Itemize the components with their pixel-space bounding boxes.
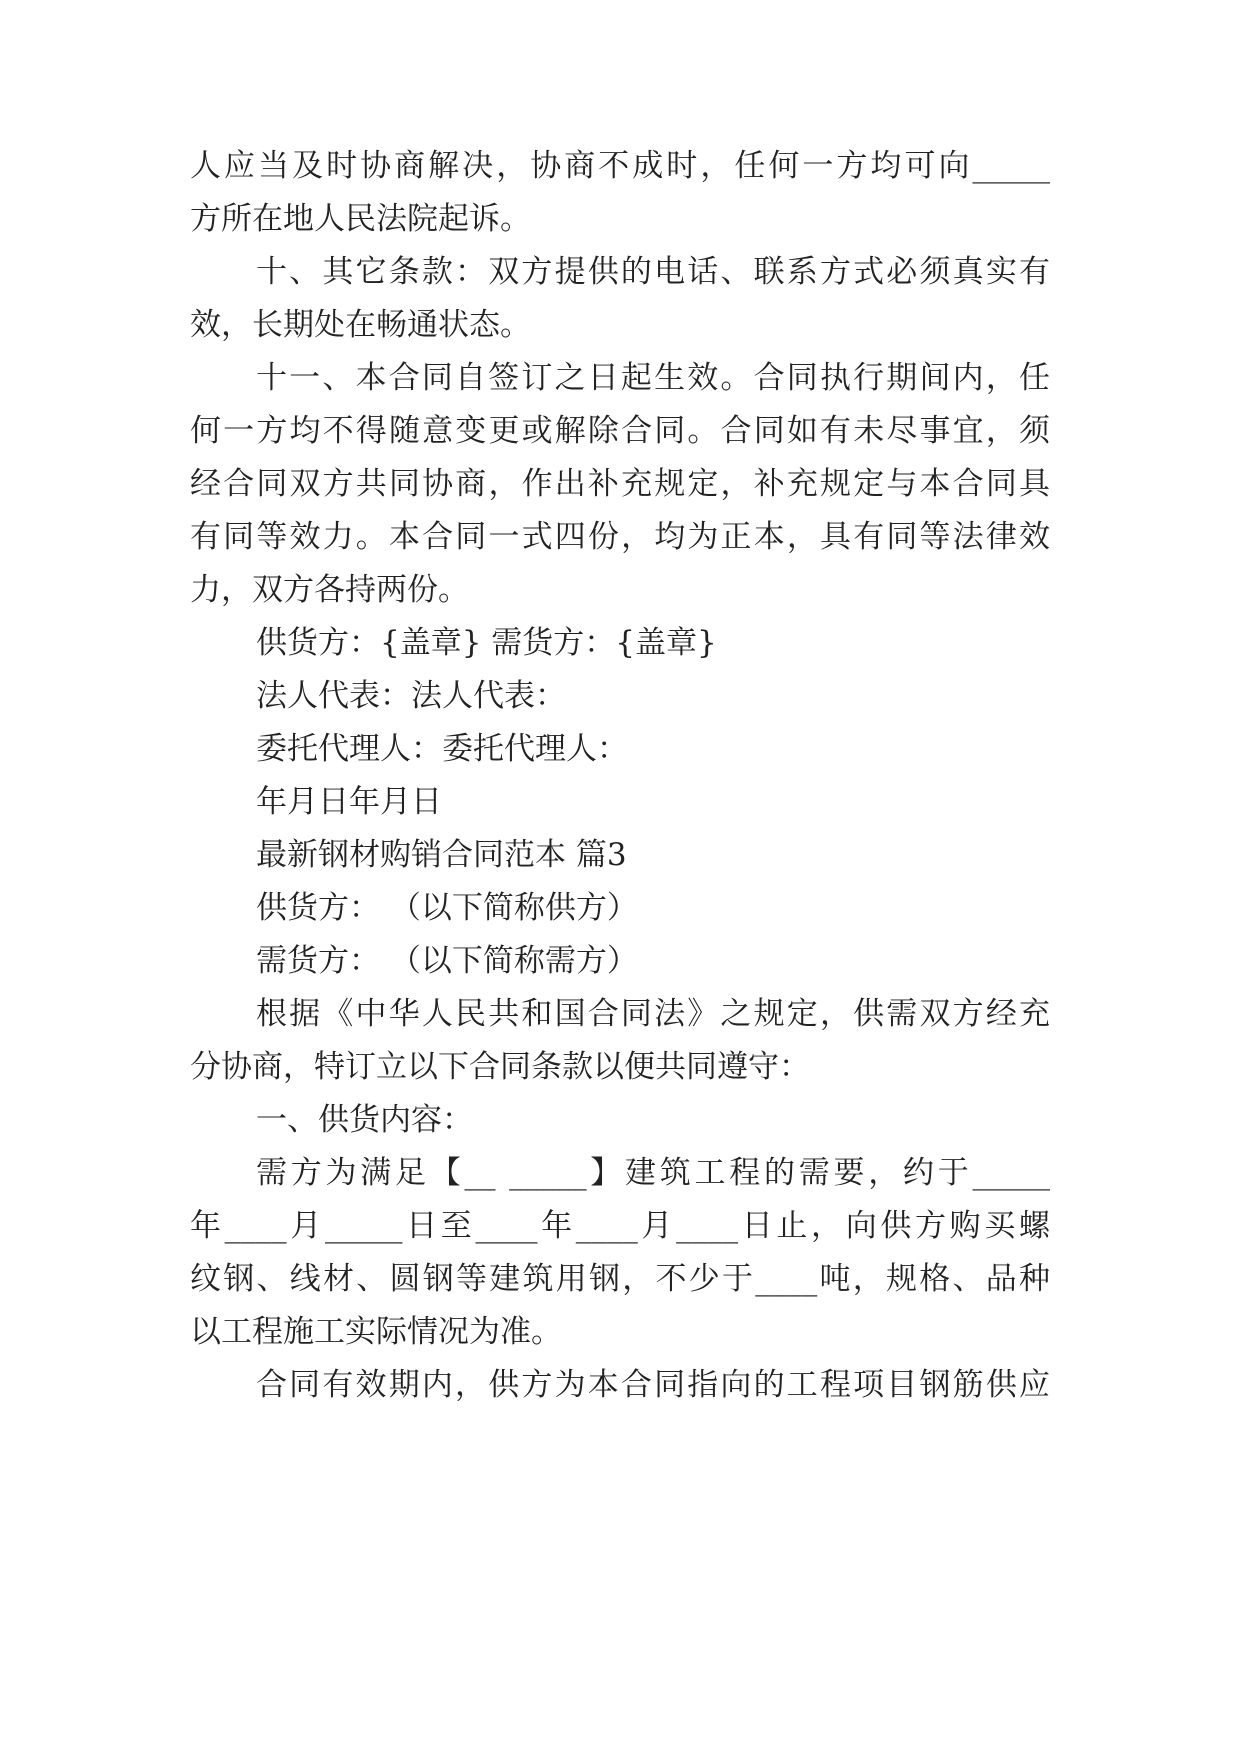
clause-heading: 一、供货内容： (256, 1102, 473, 1138)
paragraph-line: 年____月_____日至____年____月____日止，向供方购买螺 (190, 1208, 1050, 1244)
paragraph-line: 合同有效期内，供方为本合同指向的工程项目钢筋供应 (256, 1367, 1050, 1403)
paragraph-line: 十一、本合同自签订之日起生效。合同执行期间内，任 (256, 360, 1050, 396)
paragraph-line: 需方为满足【__ _____】建筑工程的需要，约于_____ (256, 1155, 1050, 1191)
paragraph-line: 十、其它条款：双方提供的电话、联系方式必须真实有 (256, 254, 1050, 290)
paragraph-line: 人应当及时协商解决，协商不成时，任何一方均可向_____ (190, 148, 1050, 184)
party-line: 供货方： （以下简称供方） (256, 890, 638, 926)
paragraph-line: 方所在地人民法院起诉。 (190, 201, 531, 237)
paragraph-line: 效，长期处在畅通状态。 (190, 307, 531, 343)
signature-line: 法人代表：法人代表： (256, 678, 566, 714)
paragraph-line: 纹钢、线材、圆钢等建筑用钢，不少于____吨，规格、品种 (190, 1261, 1050, 1297)
paragraph-line: 经合同双方共同协商，作出补充规定，补充规定与本合同具 (190, 466, 1050, 502)
party-line: 需货方： （以下简称需方） (256, 943, 638, 979)
signature-line: 供货方：{盖章} 需货方：{盖章} (256, 625, 717, 661)
paragraph-line: 以工程施工实际情况为准。 (190, 1314, 562, 1350)
signature-line: 委托代理人：委托代理人： (256, 731, 628, 767)
paragraph-line: 何一方均不得随意变更或解除合同。合同如有未尽事宜，须 (190, 413, 1050, 449)
section-title: 最新钢材购销合同范本 篇3 (256, 837, 627, 873)
paragraph-line: 有同等效力。本合同一式四份，均为正本，具有同等法律效 (190, 519, 1050, 555)
paragraph-line: 分协商，特订立以下合同条款以便共同遵守： (190, 1049, 810, 1085)
paragraph-line: 根据《中华人民共和国合同法》之规定，供需双方经充 (256, 996, 1050, 1032)
paragraph-line: 力，双方各持两份。 (190, 572, 469, 608)
date-line: 年月日年月日 (256, 784, 442, 820)
